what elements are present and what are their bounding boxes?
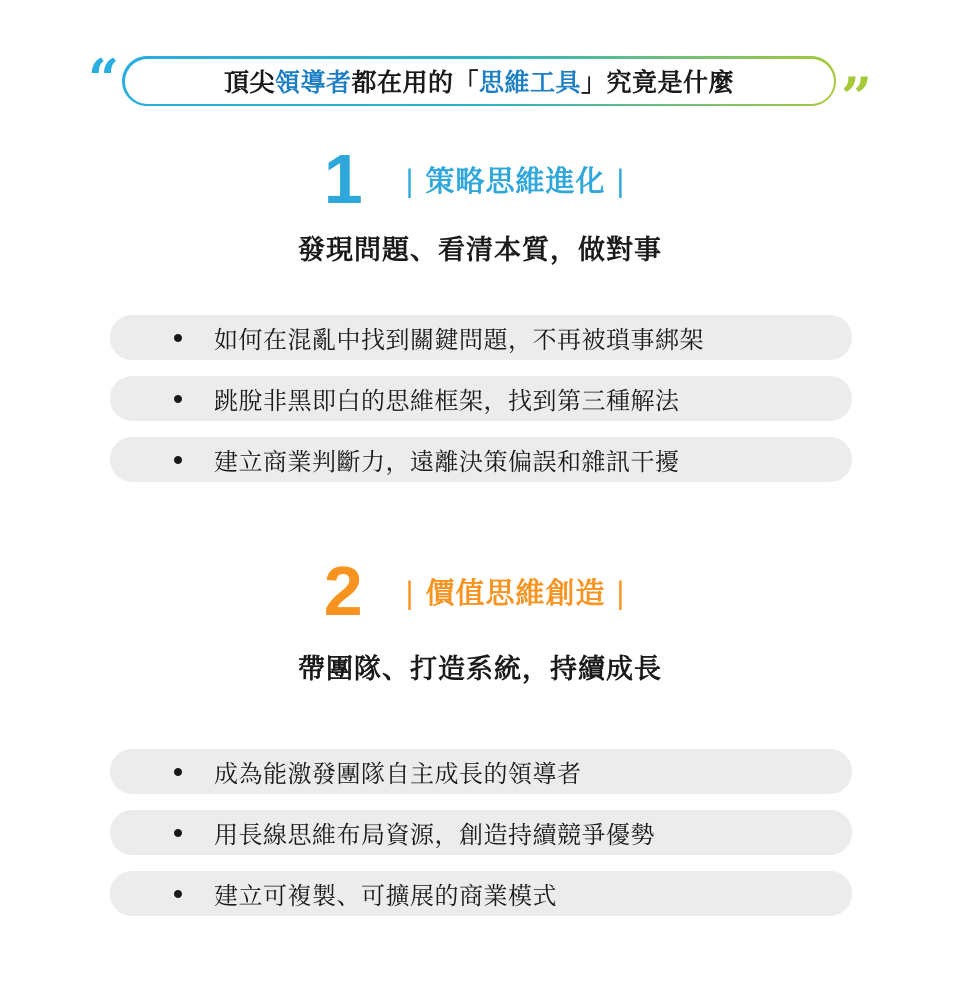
header-banner bbox=[88, 47, 872, 129]
list-item-text: 用長線思維布局資源，創造持續競爭優勢 bbox=[214, 821, 655, 849]
list-item-text: 建立可複製、可擴展的商業模式 bbox=[214, 882, 557, 910]
bullet-icon bbox=[174, 395, 182, 403]
title-bracket-open: 「 bbox=[453, 68, 479, 97]
title-pill bbox=[122, 56, 836, 106]
section-1-bar-left: | bbox=[404, 163, 416, 198]
list-item bbox=[110, 315, 852, 360]
close-quote-icon: ” bbox=[840, 65, 872, 129]
section-2-bar-left: | bbox=[404, 575, 416, 610]
title-highlight-tools: 思維工具 bbox=[479, 68, 582, 97]
section-1-heading bbox=[0, 140, 960, 218]
list-item-text: 建立商業判斷力，遠離決策偏誤和雜訊干擾 bbox=[214, 448, 680, 476]
title-bracket-close: 」 bbox=[581, 68, 607, 97]
list-item bbox=[110, 810, 852, 855]
list-item-text: 如何在混亂中找到關鍵問題，不再被瑣事綁架 bbox=[214, 326, 704, 354]
title-post: 究竟是什麼 bbox=[606, 68, 735, 97]
title-mid: 都在用的 bbox=[351, 68, 454, 97]
list-item-text: 成為能激發團隊自主成長的領導者 bbox=[214, 760, 582, 788]
title-highlight-leaders: 領導者 bbox=[274, 68, 352, 97]
bullet-icon bbox=[174, 829, 182, 837]
title-pre: 頂尖 bbox=[223, 68, 275, 97]
bullet-icon bbox=[174, 768, 182, 776]
list-item-text: 跳脫非黑即白的思維框架，找到第三種解法 bbox=[214, 387, 680, 415]
section-1-bar-right: | bbox=[615, 163, 627, 198]
page-title bbox=[125, 59, 834, 104]
list-item bbox=[110, 749, 852, 794]
section-1-title: 策略思維進化 bbox=[425, 163, 606, 198]
section-2-tagline: 帶團隊、打造系統，持續成長 bbox=[298, 654, 662, 685]
list-item bbox=[110, 376, 852, 421]
open-quote-icon: “ bbox=[88, 47, 120, 111]
bullet-icon bbox=[174, 334, 182, 342]
section-2-title-group bbox=[395, 571, 637, 612]
section-2-heading bbox=[0, 552, 960, 630]
list-item bbox=[110, 871, 852, 916]
list-item bbox=[110, 437, 852, 482]
section-2-bar-right: | bbox=[615, 575, 627, 610]
bullet-icon bbox=[174, 890, 182, 898]
section-2-number: 2 bbox=[323, 552, 363, 630]
section-2-title: 價值思維創造 bbox=[425, 575, 606, 610]
section-1-list bbox=[110, 315, 852, 498]
section-2-list bbox=[110, 749, 852, 932]
bullet-icon bbox=[174, 456, 182, 464]
section-1-tagline: 發現問題、看清本質，做對事 bbox=[298, 235, 662, 266]
section-1-title-group bbox=[395, 159, 637, 200]
section-1-number: 1 bbox=[323, 140, 363, 218]
